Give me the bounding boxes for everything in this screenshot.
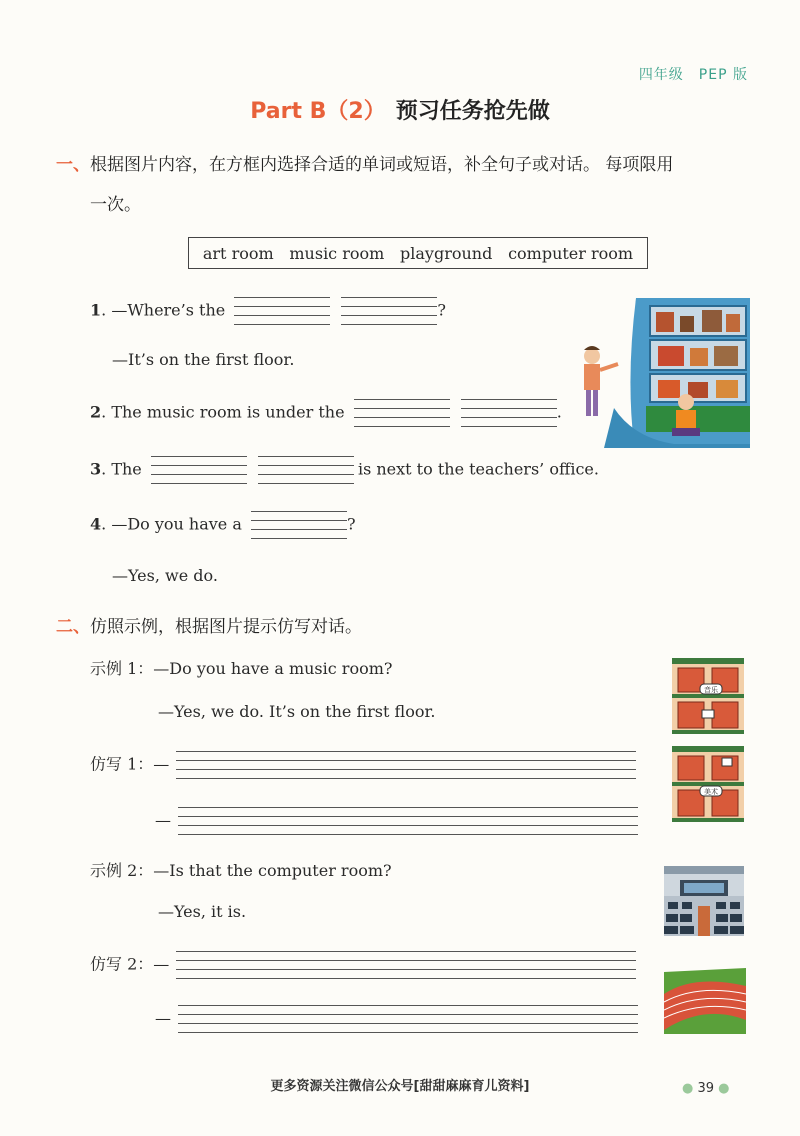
question-4-answer: —Yes, we do. <box>112 566 218 585</box>
question-text: . —Do you have a <box>101 514 242 534</box>
page-title <box>0 94 800 125</box>
question-2 <box>90 398 562 428</box>
write-2-reply <box>155 1004 638 1034</box>
title-part: Part B（2） <box>250 99 386 124</box>
question-number: 3 <box>90 459 102 479</box>
dash: — <box>153 954 170 974</box>
example-question: —Do you have a music room? <box>153 659 393 678</box>
section1-instruction-cont: 一次。 <box>90 195 141 215</box>
question-1-answer: —It’s on the first floor. <box>112 350 295 369</box>
example-2-answer: —Yes, it is. <box>158 902 247 921</box>
question-text: . —Where’s the <box>101 300 226 320</box>
write-2 <box>90 950 636 980</box>
question-number: 4 <box>90 514 102 534</box>
section2-instruction <box>56 612 362 637</box>
section1-instruction <box>56 150 673 175</box>
word-option: art room <box>202 243 274 263</box>
example-label: 示例 1： <box>90 659 154 678</box>
art-room-building-illustration <box>672 746 744 822</box>
answer-blank[interactable] <box>258 455 354 485</box>
example-2 <box>90 858 392 881</box>
page-number-text: 39 <box>697 1081 715 1096</box>
school-building-illustration <box>574 298 750 448</box>
question-number: 1 <box>90 300 102 320</box>
question-1 <box>90 296 446 326</box>
write-1 <box>90 750 636 780</box>
music-room-building-illustration <box>672 658 744 734</box>
example-question: —Is that the computer room? <box>153 861 392 880</box>
example-label: 示例 2： <box>90 861 154 880</box>
grade-label: 四年级 PEP 版 <box>638 67 748 83</box>
question-4 <box>90 510 356 540</box>
dash: — <box>155 810 171 830</box>
answer-blank[interactable] <box>461 398 557 428</box>
dash: — <box>153 754 170 774</box>
answer-blank[interactable] <box>251 510 347 540</box>
footer-promo: 更多资源关注微信公众号[甜甜麻麻育儿资料] <box>270 1079 530 1094</box>
section2-text: 仿照示例，根据图片提示仿写对话。 <box>90 617 362 637</box>
title-text: 预习任务抢先做 <box>395 99 550 124</box>
write-label: 仿写 1： <box>90 754 154 774</box>
answer-blank[interactable] <box>151 455 247 485</box>
dash: — <box>155 1008 171 1028</box>
write-1-reply <box>155 806 638 836</box>
write-label: 仿写 2： <box>90 954 154 974</box>
word-option: music room <box>289 243 385 263</box>
computer-room-illustration <box>664 866 744 936</box>
question-number: 2 <box>90 402 102 422</box>
page-number: ● 39 ● <box>682 1081 730 1096</box>
example-1 <box>90 656 392 679</box>
word-option: computer room <box>508 243 634 263</box>
writing-lines[interactable] <box>176 750 636 780</box>
question-text: ? <box>347 514 356 534</box>
word-option: playground <box>400 243 493 263</box>
answer-blank[interactable] <box>354 398 450 428</box>
example-1-answer: —Yes, we do. It’s on the first floor. <box>158 702 436 721</box>
question-text: is next to the teachers’ office. <box>357 459 599 479</box>
question-3 <box>90 455 599 485</box>
question-text: . The <box>101 459 142 479</box>
question-text: . The music room is under the <box>101 402 345 422</box>
writing-lines[interactable] <box>178 806 638 836</box>
music-room-sign: 音乐 <box>704 686 718 694</box>
question-text: ? <box>437 300 446 320</box>
section1-text: 根据图片内容，在方框内选择合适的单词或短语，补全句子或对话。 每项限用 <box>90 155 674 175</box>
playground-illustration <box>664 964 746 1034</box>
writing-lines[interactable] <box>178 1004 638 1034</box>
section2-number: 二、 <box>56 617 90 637</box>
answer-blank[interactable] <box>341 296 437 326</box>
answer-blank[interactable] <box>234 296 330 326</box>
art-room-sign: 美术 <box>704 788 718 796</box>
writing-lines[interactable] <box>176 950 636 980</box>
section1-number: 一、 <box>56 155 90 175</box>
question-text: . <box>556 402 562 422</box>
word-box <box>188 237 648 269</box>
